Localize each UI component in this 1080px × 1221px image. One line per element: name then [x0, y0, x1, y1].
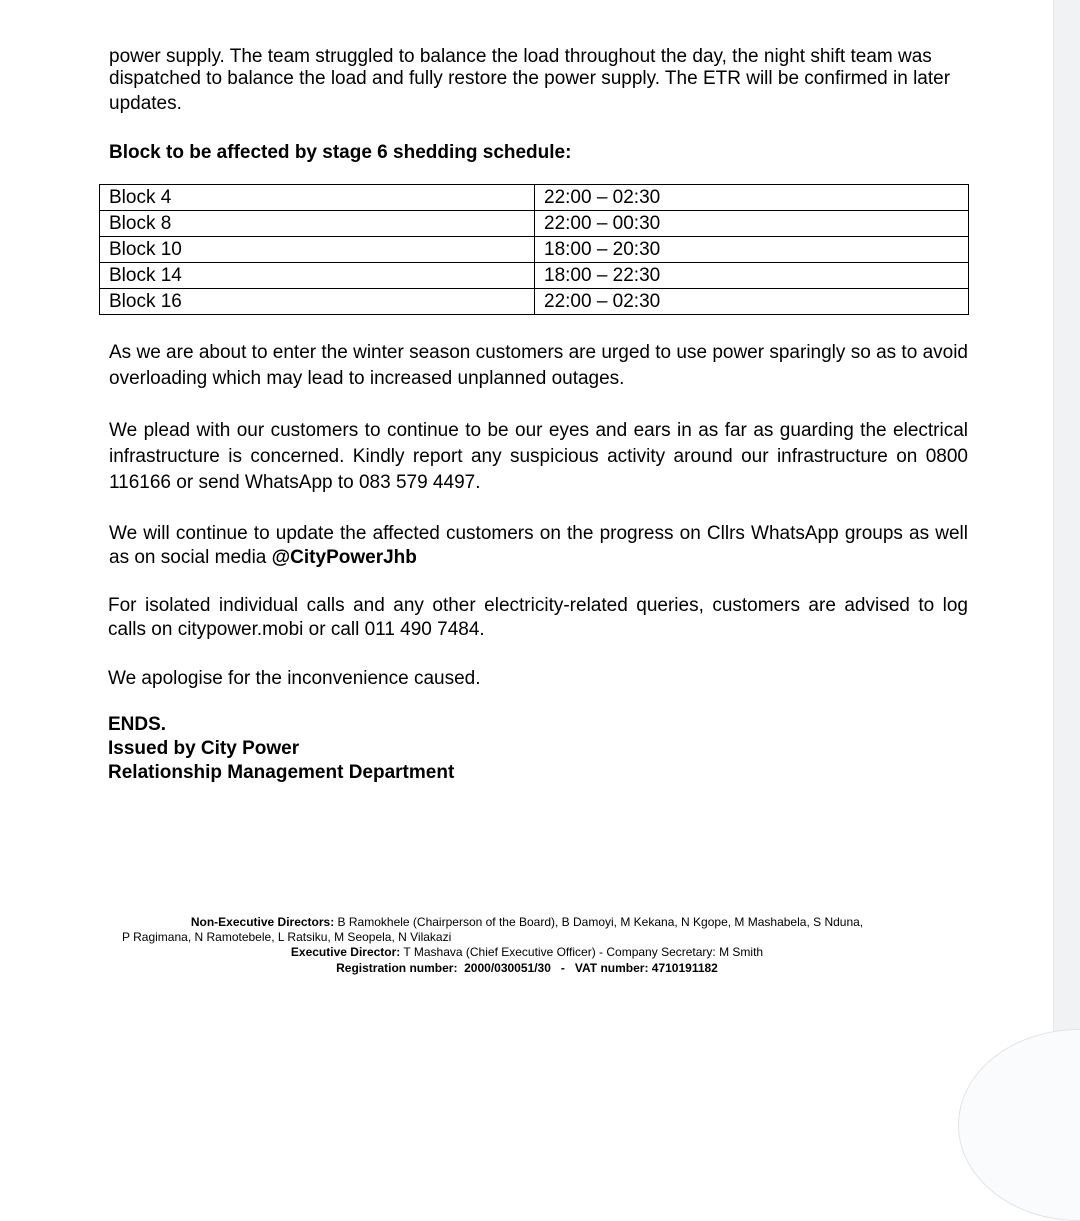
- intro-line-2: dispatched to balance the load and fully restore the power supply. The ETR will be confirmed in later: [109, 68, 951, 89]
- page-corner-curl: [958, 1029, 1080, 1221]
- nonexec-names-1: B Ramokhele (Chairperson of the Board), B Damoyi, M Kekana, N Kgope, M Mashabela, S Nduna,: [334, 915, 864, 929]
- department: Relationship Management Department: [108, 762, 455, 783]
- block-cell: Block 16: [100, 289, 535, 315]
- issued-by: Issued by City Power: [108, 738, 300, 759]
- table-row: [100, 289, 969, 315]
- table-row: [100, 211, 969, 237]
- exec-label: Executive Director:: [290, 945, 401, 959]
- block-cell: Block 14: [100, 263, 535, 289]
- footer-nonexec-line-2: P Ragimana, N Ramotebele, L Ratsiku, M Seopela, N Vilakazi: [122, 930, 452, 944]
- nonexec-label: Non-Executive Directors:: [190, 915, 335, 929]
- schedule-table: [99, 184, 969, 315]
- time-cell: 18:00 – 22:30: [535, 263, 969, 289]
- apology-paragraph: We apologise for the inconvenience caused.: [108, 668, 481, 689]
- table-row: [100, 263, 969, 289]
- schedule-heading: Block to be affected by stage 6 shedding schedule:: [109, 142, 572, 163]
- footer-exec-line: [0, 945, 1054, 960]
- social-handle: @CityPowerJhb: [271, 547, 417, 568]
- exec-names: T Mashava (Chief Executive Officer) - Company Secretary: M Smith: [400, 945, 764, 959]
- footer-registration: Registration number: 2000/030051/30 - VAT number: 4710191182: [336, 961, 718, 975]
- block-cell: Block 8: [100, 211, 535, 237]
- table-row: [100, 185, 969, 211]
- time-cell: 22:00 – 02:30: [535, 289, 969, 315]
- time-cell: 22:00 – 00:30: [535, 211, 969, 237]
- queries-paragraph: For isolated individual calls and any other electricity-related queries, customers are advised to log calls on citypower.mobi or call 011 490 7484.: [108, 595, 968, 640]
- block-cell: Block 4: [100, 185, 535, 211]
- intro-line-3: updates.: [109, 93, 182, 114]
- block-cell: Block 10: [100, 237, 535, 263]
- winter-paragraph: As we are about to enter the winter season customers are urged to use power sparingly so as to avoid overloading which may lead to increased unplanned outages.: [109, 342, 968, 389]
- update-paragraph: [109, 522, 968, 570]
- time-cell: 22:00 – 02:30: [535, 185, 969, 211]
- footer-nonexec-line-1: [0, 915, 1054, 930]
- plead-paragraph: We plead with our customers to continue to be our eyes and ears in as far as guarding the electrical infrastructure is concerned. Kindly report any suspicious activity around our infrastructure on 0800 116166 or send WhatsApp to 083 579 4497.: [109, 420, 968, 493]
- intro-line-1: power supply. The team struggled to balance the load throughout the day, the night shift team was: [109, 46, 932, 67]
- page-edge-shadow: [1053, 0, 1080, 1051]
- update-text: We will continue to update the affected customers on the progress on Cllrs WhatsApp groups as well as on social media: [109, 523, 968, 568]
- time-cell: 18:00 – 20:30: [535, 237, 969, 263]
- table-row: [100, 237, 969, 263]
- ends-label: ENDS.: [108, 714, 167, 735]
